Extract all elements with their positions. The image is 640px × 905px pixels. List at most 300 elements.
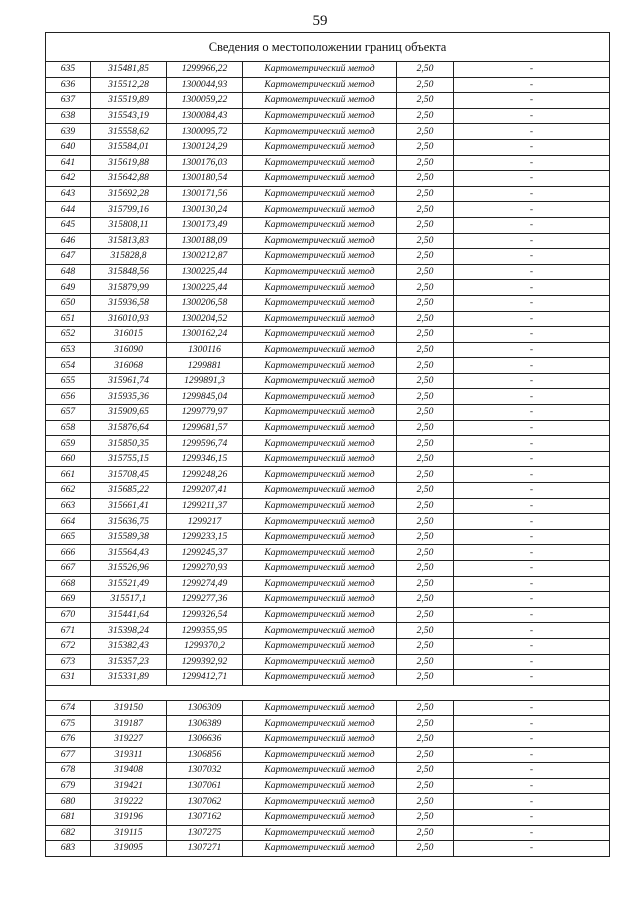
cell-method: Картометрический метод [243,264,397,280]
cell-method: Картометрический метод [243,716,397,732]
cell-point-number: 681 [46,809,91,825]
cell-method: Картометрический метод [243,763,397,779]
cell-y-coordinate: 1299217 [167,514,243,530]
table-row [46,108,610,124]
cell-description: - [454,731,610,747]
cell-x-coordinate: 315441,64 [91,607,167,623]
cell-x-coordinate: 315589,38 [91,529,167,545]
cell-x-coordinate: 319408 [91,763,167,779]
cell-description: - [454,638,610,654]
cell-x-coordinate: 315755,15 [91,451,167,467]
cell-y-coordinate: 1306309 [167,700,243,716]
cell-point-number: 674 [46,700,91,716]
cell-accuracy: 2,50 [397,623,454,639]
cell-description: - [454,467,610,483]
cell-accuracy: 2,50 [397,529,454,545]
cell-method: Картометрический метод [243,405,397,421]
cell-method: Картометрический метод [243,233,397,249]
table-row [46,249,610,265]
cell-point-number: 675 [46,716,91,732]
table-row [46,405,610,421]
cell-description: - [454,171,610,187]
cell-description: - [454,327,610,343]
cell-accuracy: 2,50 [397,545,454,561]
cell-description: - [454,716,610,732]
cell-point-number: 637 [46,93,91,109]
cell-accuracy: 2,50 [397,561,454,577]
cell-description: - [454,483,610,499]
cell-description: - [454,295,610,311]
cell-point-number: 651 [46,311,91,327]
cell-accuracy: 2,50 [397,700,454,716]
cell-y-coordinate: 1299370,2 [167,638,243,654]
cell-method: Картометрический метод [243,561,397,577]
cell-y-coordinate: 1300171,56 [167,186,243,202]
cell-x-coordinate: 319196 [91,809,167,825]
cell-x-coordinate: 315661,41 [91,498,167,514]
table-row [46,155,610,171]
cell-x-coordinate: 315357,23 [91,654,167,670]
cell-method: Картометрический метод [243,778,397,794]
table-title: Сведения о местоположении границ объекта [46,33,610,62]
cell-x-coordinate: 319095 [91,841,167,857]
cell-description: - [454,809,610,825]
cell-method: Картометрический метод [243,389,397,405]
cell-y-coordinate: 1306389 [167,716,243,732]
cell-x-coordinate: 315642,88 [91,171,167,187]
cell-y-coordinate: 1307162 [167,809,243,825]
cell-y-coordinate: 1306636 [167,731,243,747]
cell-accuracy: 2,50 [397,747,454,763]
table-row [46,358,610,374]
cell-point-number: 659 [46,436,91,452]
cell-point-number: 644 [46,202,91,218]
table-row [46,498,610,514]
table-row [46,420,610,436]
cell-y-coordinate: 1299845,04 [167,389,243,405]
cell-point-number: 640 [46,139,91,155]
cell-x-coordinate: 316090 [91,342,167,358]
cell-method: Картометрический метод [243,295,397,311]
cell-x-coordinate: 315619,88 [91,155,167,171]
cell-method: Картометрический метод [243,498,397,514]
cell-y-coordinate: 1299891,3 [167,373,243,389]
cell-point-number: 631 [46,670,91,686]
cell-accuracy: 2,50 [397,576,454,592]
cell-method: Картометрический метод [243,342,397,358]
cell-point-number: 679 [46,778,91,794]
cell-x-coordinate: 315564,43 [91,545,167,561]
cell-point-number: 661 [46,467,91,483]
table-row [46,171,610,187]
cell-method: Картометрический метод [243,529,397,545]
cell-x-coordinate: 315481,85 [91,62,167,78]
cell-accuracy: 2,50 [397,654,454,670]
cell-method: Картометрический метод [243,747,397,763]
cell-method: Картометрический метод [243,483,397,499]
table-row [46,436,610,452]
cell-accuracy: 2,50 [397,358,454,374]
table-row [46,623,610,639]
cell-point-number: 663 [46,498,91,514]
cell-x-coordinate: 315879,99 [91,280,167,296]
cell-accuracy: 2,50 [397,483,454,499]
cell-method: Картометрический метод [243,514,397,530]
cell-x-coordinate: 316010,93 [91,311,167,327]
cell-accuracy: 2,50 [397,841,454,857]
table-row [46,607,610,623]
cell-accuracy: 2,50 [397,217,454,233]
table-row [46,731,610,747]
cell-method: Картометрический метод [243,576,397,592]
cell-description: - [454,514,610,530]
page-number: 59 [312,13,328,29]
cell-description: - [454,498,610,514]
cell-accuracy: 2,50 [397,202,454,218]
cell-method: Картометрический метод [243,809,397,825]
cell-method: Картометрический метод [243,420,397,436]
cell-y-coordinate: 1299355,95 [167,623,243,639]
cell-y-coordinate: 1307062 [167,794,243,810]
cell-y-coordinate: 1299966,22 [167,62,243,78]
cell-x-coordinate: 315512,28 [91,77,167,93]
table-row [46,342,610,358]
cell-y-coordinate: 1300225,44 [167,264,243,280]
cell-description: - [454,451,610,467]
cell-point-number: 660 [46,451,91,467]
cell-description: - [454,217,610,233]
cell-description: - [454,311,610,327]
table-row [46,700,610,716]
cell-accuracy: 2,50 [397,249,454,265]
cell-method: Картометрический метод [243,124,397,140]
cell-description: - [454,124,610,140]
cell-accuracy: 2,50 [397,62,454,78]
cell-description: - [454,342,610,358]
cell-description: - [454,108,610,124]
cell-y-coordinate: 1299207,41 [167,483,243,499]
cell-accuracy: 2,50 [397,108,454,124]
cell-point-number: 654 [46,358,91,374]
cell-point-number: 682 [46,825,91,841]
cell-method: Картометрический метод [243,794,397,810]
cell-accuracy: 2,50 [397,264,454,280]
cell-x-coordinate: 319421 [91,778,167,794]
cell-x-coordinate: 315382,43 [91,638,167,654]
cell-x-coordinate: 315909,65 [91,405,167,421]
table-row [46,778,610,794]
table-row [46,514,610,530]
cell-description: - [454,529,610,545]
table-row [46,62,610,78]
cell-method: Картометрический метод [243,171,397,187]
cell-point-number: 647 [46,249,91,265]
cell-point-number: 676 [46,731,91,747]
cell-description: - [454,233,610,249]
table-title-row [46,33,610,62]
cell-point-number: 649 [46,280,91,296]
cell-y-coordinate: 1299274,49 [167,576,243,592]
cell-point-number: 655 [46,373,91,389]
cell-x-coordinate: 316068 [91,358,167,374]
cell-x-coordinate: 315848,56 [91,264,167,280]
cell-accuracy: 2,50 [397,825,454,841]
cell-accuracy: 2,50 [397,638,454,654]
cell-method: Картометрический метод [243,654,397,670]
cell-y-coordinate: 1299596,74 [167,436,243,452]
cell-x-coordinate: 315936,58 [91,295,167,311]
table-row [46,124,610,140]
cell-point-number: 680 [46,794,91,810]
table-row [46,389,610,405]
cell-y-coordinate: 1299681,57 [167,420,243,436]
cell-x-coordinate: 315799,16 [91,202,167,218]
cell-description: - [454,436,610,452]
cell-description: - [454,249,610,265]
cell-y-coordinate: 1300204,52 [167,311,243,327]
cell-point-number: 678 [46,763,91,779]
cell-accuracy: 2,50 [397,280,454,296]
cell-accuracy: 2,50 [397,405,454,421]
table-row [46,841,610,857]
cell-accuracy: 2,50 [397,592,454,608]
table-row [46,77,610,93]
cell-y-coordinate: 1300225,44 [167,280,243,296]
table-row [46,139,610,155]
cell-method: Картометрический метод [243,311,397,327]
cell-point-number: 650 [46,295,91,311]
table-row [46,202,610,218]
cell-accuracy: 2,50 [397,233,454,249]
cell-description: - [454,373,610,389]
cell-description: - [454,93,610,109]
cell-accuracy: 2,50 [397,155,454,171]
cell-x-coordinate: 316015 [91,327,167,343]
cell-y-coordinate: 1300212,87 [167,249,243,265]
table-row [46,373,610,389]
cell-x-coordinate: 315398,24 [91,623,167,639]
cell-description: - [454,607,610,623]
cell-y-coordinate: 1300084,43 [167,108,243,124]
cell-point-number: 646 [46,233,91,249]
cell-accuracy: 2,50 [397,77,454,93]
cell-y-coordinate: 1299779,97 [167,405,243,421]
cell-description: - [454,763,610,779]
cell-point-number: 666 [46,545,91,561]
cell-description: - [454,623,610,639]
cell-y-coordinate: 1299346,15 [167,451,243,467]
cell-accuracy: 2,50 [397,451,454,467]
cell-x-coordinate: 315685,22 [91,483,167,499]
cell-accuracy: 2,50 [397,295,454,311]
cell-method: Картометрический метод [243,841,397,857]
cell-method: Картометрический метод [243,592,397,608]
cell-method: Картометрический метод [243,436,397,452]
cell-description: - [454,389,610,405]
cell-point-number: 656 [46,389,91,405]
table-row [46,747,610,763]
cell-x-coordinate: 315935,36 [91,389,167,405]
cell-description: - [454,778,610,794]
cell-description: - [454,77,610,93]
cell-y-coordinate: 1300044,93 [167,77,243,93]
cell-method: Картометрический метод [243,108,397,124]
cell-description: - [454,202,610,218]
cell-description: - [454,825,610,841]
cell-description: - [454,280,610,296]
cell-accuracy: 2,50 [397,514,454,530]
cell-accuracy: 2,50 [397,327,454,343]
cell-x-coordinate: 315584,01 [91,139,167,155]
cell-method: Картометрический метод [243,467,397,483]
cell-method: Картометрический метод [243,77,397,93]
cell-y-coordinate: 1307271 [167,841,243,857]
cell-y-coordinate: 1300162,24 [167,327,243,343]
cell-method: Картометрический метод [243,62,397,78]
cell-method: Картометрический метод [243,451,397,467]
cell-x-coordinate: 315876,64 [91,420,167,436]
cell-description: - [454,155,610,171]
cell-x-coordinate: 319115 [91,825,167,841]
cell-x-coordinate: 315519,89 [91,93,167,109]
cell-point-number: 657 [46,405,91,421]
cell-description: - [454,545,610,561]
cell-method: Картометрический метод [243,607,397,623]
cell-x-coordinate: 315526,96 [91,561,167,577]
cell-x-coordinate: 315813,83 [91,233,167,249]
cell-point-number: 652 [46,327,91,343]
cell-y-coordinate: 1299881 [167,358,243,374]
cell-method: Картометрический метод [243,217,397,233]
cell-point-number: 672 [46,638,91,654]
cell-accuracy: 2,50 [397,498,454,514]
table-row [46,483,610,499]
cell-point-number: 669 [46,592,91,608]
cell-y-coordinate: 1300130,24 [167,202,243,218]
cell-y-coordinate: 1299233,15 [167,529,243,545]
table-row [46,670,610,686]
table-row [46,451,610,467]
cell-description: - [454,592,610,608]
cell-accuracy: 2,50 [397,467,454,483]
cell-accuracy: 2,50 [397,124,454,140]
cell-x-coordinate: 319311 [91,747,167,763]
cell-accuracy: 2,50 [397,731,454,747]
cell-x-coordinate: 315558,62 [91,124,167,140]
cell-y-coordinate: 1300095,72 [167,124,243,140]
cell-method: Картометрический метод [243,638,397,654]
cell-y-coordinate: 1300116 [167,342,243,358]
cell-accuracy: 2,50 [397,794,454,810]
cell-x-coordinate: 319150 [91,700,167,716]
cell-point-number: 665 [46,529,91,545]
table-row [46,716,610,732]
cell-point-number: 664 [46,514,91,530]
cell-accuracy: 2,50 [397,186,454,202]
cell-accuracy: 2,50 [397,389,454,405]
cell-description: - [454,139,610,155]
cell-description: - [454,405,610,421]
cell-point-number: 662 [46,483,91,499]
cell-method: Картометрический метод [243,700,397,716]
cell-point-number: 670 [46,607,91,623]
cell-description: - [454,264,610,280]
table-row [46,592,610,608]
cell-x-coordinate: 315521,49 [91,576,167,592]
cell-x-coordinate: 315517,1 [91,592,167,608]
cell-method: Картометрический метод [243,825,397,841]
cell-x-coordinate: 315828,8 [91,249,167,265]
cell-x-coordinate: 315708,45 [91,467,167,483]
cell-point-number: 642 [46,171,91,187]
table-row [46,825,610,841]
cell-x-coordinate: 319187 [91,716,167,732]
cell-point-number: 668 [46,576,91,592]
cell-description: - [454,358,610,374]
cell-y-coordinate: 1299412,71 [167,670,243,686]
cell-method: Картометрический метод [243,545,397,561]
cell-method: Картометрический метод [243,249,397,265]
cell-y-coordinate: 1300176,03 [167,155,243,171]
cell-point-number: 639 [46,124,91,140]
cell-x-coordinate: 319222 [91,794,167,810]
cell-method: Картометрический метод [243,670,397,686]
cell-method: Картометрический метод [243,731,397,747]
cell-point-number: 635 [46,62,91,78]
group-separator [46,685,610,700]
cell-y-coordinate: 1307032 [167,763,243,779]
cell-method: Картометрический метод [243,155,397,171]
cell-y-coordinate: 1300206,58 [167,295,243,311]
cell-method: Картометрический метод [243,186,397,202]
table-row [46,794,610,810]
table-row [46,529,610,545]
cell-y-coordinate: 1307061 [167,778,243,794]
table-row [46,545,610,561]
cell-x-coordinate: 315543,19 [91,108,167,124]
cell-description: - [454,420,610,436]
cell-accuracy: 2,50 [397,436,454,452]
cell-accuracy: 2,50 [397,809,454,825]
table-row [46,638,610,654]
cell-y-coordinate: 1306856 [167,747,243,763]
cell-accuracy: 2,50 [397,763,454,779]
cell-point-number: 641 [46,155,91,171]
cell-accuracy: 2,50 [397,311,454,327]
group-separator-row [46,685,610,700]
cell-description: - [454,747,610,763]
cell-method: Картометрический метод [243,280,397,296]
cell-description: - [454,670,610,686]
cell-point-number: 677 [46,747,91,763]
table-row [46,233,610,249]
cell-point-number: 673 [46,654,91,670]
cell-y-coordinate: 1307275 [167,825,243,841]
table-row [46,93,610,109]
cell-accuracy: 2,50 [397,139,454,155]
cell-description: - [454,186,610,202]
cell-x-coordinate: 315808,11 [91,217,167,233]
cell-accuracy: 2,50 [397,716,454,732]
cell-accuracy: 2,50 [397,342,454,358]
cell-y-coordinate: 1300059,22 [167,93,243,109]
cell-y-coordinate: 1300180,54 [167,171,243,187]
cell-y-coordinate: 1299211,37 [167,498,243,514]
cell-accuracy: 2,50 [397,420,454,436]
cell-y-coordinate: 1299245,37 [167,545,243,561]
cell-method: Картометрический метод [243,373,397,389]
cell-accuracy: 2,50 [397,670,454,686]
